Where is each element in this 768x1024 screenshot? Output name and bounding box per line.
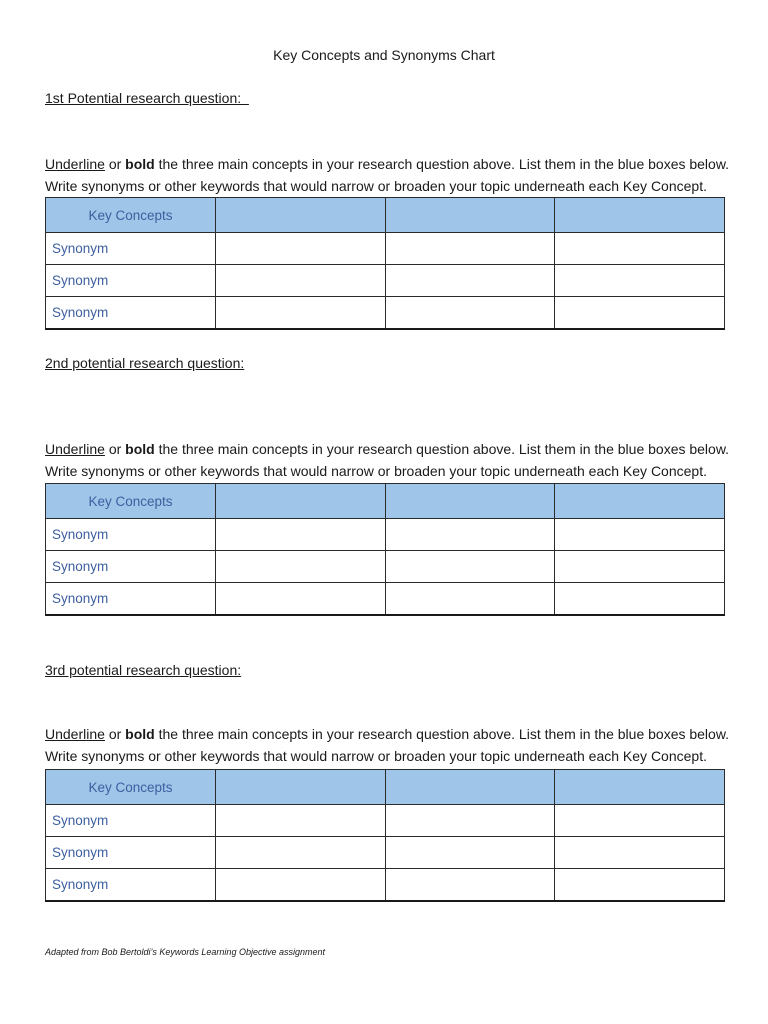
key-concept-cell[interactable] (216, 770, 386, 805)
instructions-1-line-2: Write synonyms or other keywords that would narrow or broaden your topic underneath each Key Concept. (45, 178, 707, 194)
question-2-label: 2nd potential research question: (45, 355, 245, 371)
synonym-row (46, 837, 725, 869)
synonym-label: Synonym (46, 297, 216, 329)
instructions-line-1-rest: the three main concepts in your research question above. List them in the blue boxes below. (154, 726, 730, 742)
synonym-label: Synonym (46, 869, 216, 901)
synonym-cell[interactable] (216, 583, 386, 615)
key-concept-cell[interactable] (216, 198, 386, 233)
instructions-3-line-2: Write synonyms or other keywords that would narrow or broaden your topic underneath each Key Concept. (45, 748, 707, 764)
synonym-row (46, 265, 725, 297)
synonym-cell[interactable] (386, 805, 555, 837)
key-concept-cell[interactable] (555, 484, 725, 519)
instructions-2-line-2: Write synonyms or other keywords that would narrow or broaden your topic underneath each Key Concept. (45, 463, 707, 479)
synonym-cell[interactable] (555, 583, 725, 615)
underline-word: Underline (45, 156, 105, 172)
synonym-row (46, 297, 725, 329)
synonym-cell[interactable] (386, 519, 555, 551)
synonym-cell[interactable] (216, 265, 386, 297)
bold-word: bold (125, 441, 155, 457)
synonym-cell[interactable] (216, 837, 386, 869)
key-concept-cell[interactable] (386, 770, 555, 805)
key-concepts-label: Key Concepts (46, 198, 216, 233)
synonym-cell[interactable] (386, 869, 555, 901)
bold-word: bold (125, 726, 155, 742)
key-concepts-header-row (46, 484, 725, 519)
synonym-cell[interactable] (386, 551, 555, 583)
synonym-label: Synonym (46, 233, 216, 265)
synonym-cell[interactable] (216, 519, 386, 551)
synonym-row (46, 583, 725, 615)
synonym-cell[interactable] (555, 297, 725, 329)
synonym-row (46, 869, 725, 901)
synonym-cell[interactable] (555, 805, 725, 837)
synonym-label: Synonym (46, 583, 216, 615)
underline-word: Underline (45, 726, 105, 742)
key-concepts-header-row (46, 770, 725, 805)
key-concepts-label: Key Concepts (46, 484, 216, 519)
key-concepts-table-1 (45, 197, 725, 330)
key-concept-cell[interactable] (555, 770, 725, 805)
key-concepts-table-3 (45, 769, 725, 902)
synonym-cell[interactable] (216, 869, 386, 901)
instructions-3 (45, 723, 735, 767)
instructions-3-line-1 (45, 723, 735, 745)
or-word: or (104, 156, 126, 172)
synonym-row (46, 233, 725, 265)
synonym-cell[interactable] (216, 805, 386, 837)
key-concepts-table-2 (45, 483, 725, 616)
or-word: or (104, 441, 126, 457)
synonym-cell[interactable] (386, 233, 555, 265)
synonym-cell[interactable] (555, 837, 725, 869)
instructions-line-1-rest: the three main concepts in your research question above. List them in the blue boxes below. (154, 441, 730, 457)
underline-word: Underline (45, 441, 105, 457)
instructions-line-1-rest: the three main concepts in your research question above. List them in the blue boxes below. (154, 156, 730, 172)
key-concept-cell[interactable] (386, 198, 555, 233)
key-concepts-header-row (46, 198, 725, 233)
footer-attribution: Adapted from Bob Bertoldi’s Keywords Learning Objective assignment (45, 947, 325, 957)
synonym-label: Synonym (46, 551, 216, 583)
synonym-cell[interactable] (555, 519, 725, 551)
or-word: or (104, 726, 126, 742)
synonym-cell[interactable] (216, 233, 386, 265)
synonym-cell[interactable] (386, 583, 555, 615)
synonym-cell[interactable] (216, 297, 386, 329)
key-concept-cell[interactable] (386, 484, 555, 519)
key-concept-cell[interactable] (555, 198, 725, 233)
synonym-cell[interactable] (216, 551, 386, 583)
instructions-1-line-1 (45, 153, 735, 175)
key-concepts-label: Key Concepts (46, 770, 216, 805)
synonym-label: Synonym (46, 837, 216, 869)
synonym-cell[interactable] (386, 265, 555, 297)
synonym-cell[interactable] (555, 265, 725, 297)
synonym-cell[interactable] (555, 869, 725, 901)
synonym-cell[interactable] (386, 837, 555, 869)
page-title: Key Concepts and Synonyms Chart (273, 47, 495, 63)
synonym-cell[interactable] (555, 233, 725, 265)
synonym-label: Synonym (46, 519, 216, 551)
synonym-row (46, 519, 725, 551)
synonym-row (46, 805, 725, 837)
synonym-cell[interactable] (555, 551, 725, 583)
bold-word: bold (125, 156, 155, 172)
instructions-2 (45, 438, 735, 482)
synonym-label: Synonym (46, 805, 216, 837)
instructions-1 (45, 153, 735, 197)
instructions-2-line-1 (45, 438, 735, 460)
synonym-label: Synonym (46, 265, 216, 297)
question-3-label: 3rd potential research question: (45, 662, 242, 678)
synonym-row (46, 551, 725, 583)
question-1-label: 1st Potential research question: (45, 90, 249, 106)
synonym-cell[interactable] (386, 297, 555, 329)
key-concept-cell[interactable] (216, 484, 386, 519)
